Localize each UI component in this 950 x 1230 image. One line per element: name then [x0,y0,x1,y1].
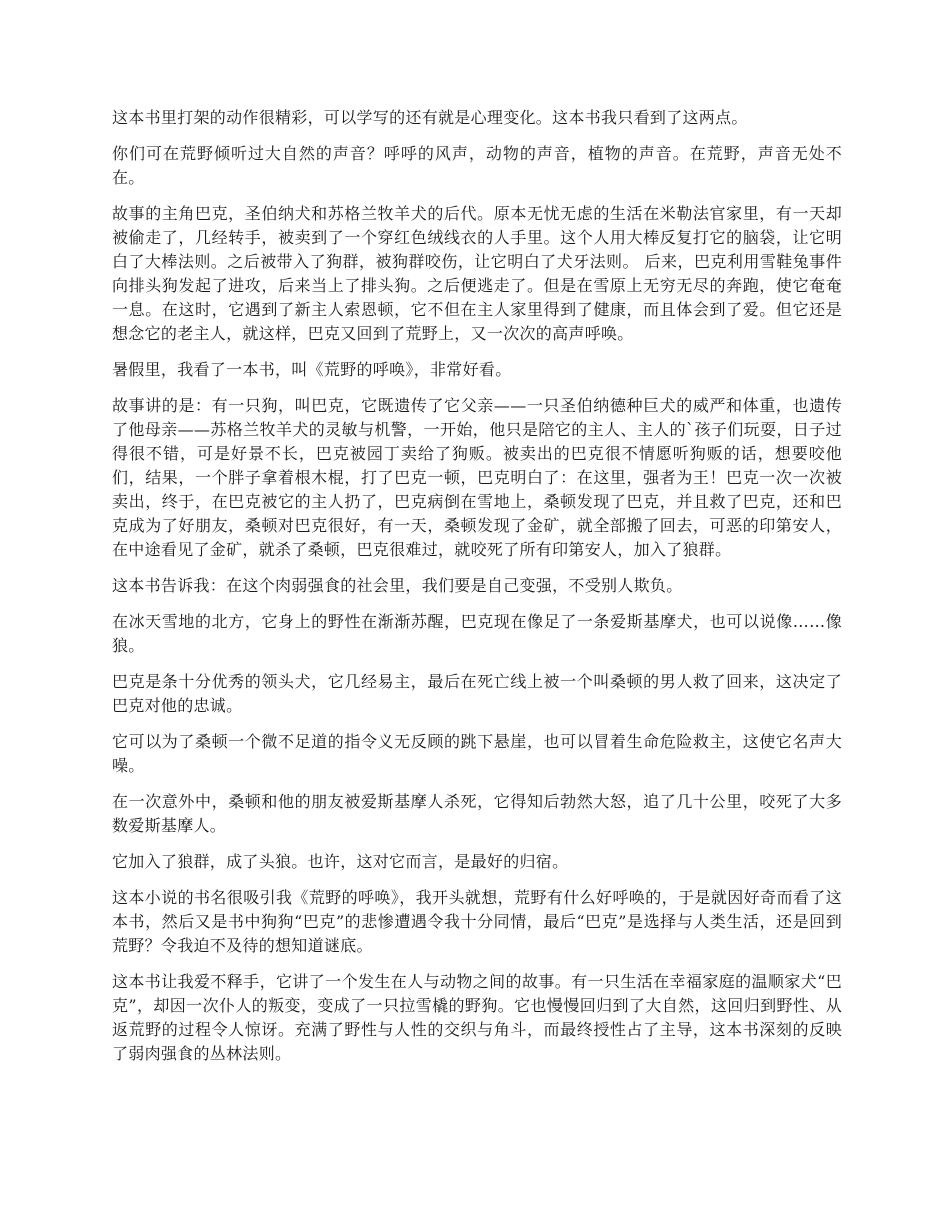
paragraph-4: 暑假里，我看了一本书，叫《荒野的呼唤》，非常好看。 [112,360,512,379]
paragraph-8: 巴克是条十分优秀的领头犬，它几经易主，最后在死亡线上被一个叫桑顿的男人救了回来，这决定了巴克对他的忠诚。 [112,672,842,715]
paragraph-10: 在一次意外中，桑顿和他的朋友被爱斯基摩人杀死，它得知后勃然大怒，追了几十公里，咬死了大多数爱斯基摩人。 [112,792,842,835]
paragraph-11: 它加入了狼群，成了头狼。也许，这对它而言，是最好的归宿。 [112,852,569,871]
paragraph-2: 你们可在荒野倾听过大自然的声音？呼呼的风声，动物的声音，植物的声音。在荒野，声音无处不在。 [112,144,842,187]
paragraph-9: 它可以为了桑顿一个微不足道的指令义无反顾的跳下悬崖，也可以冒着生命危险救主，这使它名声大噪。 [112,732,842,775]
paragraph-1: 这本书里打架的动作很精彩，可以学写的还有就是心理变化。这本书我只看到了这两点。 [112,108,748,127]
paragraph-7: 在冰天雪地的北方，它身上的野性在渐渐苏醒，巴克现在像足了一条爱斯基摩犬，也可以说像……像狼。 [112,612,842,655]
paragraph-3: 故事的主角巴克，圣伯纳犬和苏格兰牧羊犬的后代。原本无忧无虑的生活在米勒法官家里，有一天却被偷走了，几经转手，被卖到了一个穿红色绒线衣的人手里。这个人用大棒反复打它的脑袋，让它明白了大棒法则。之后被带入了狗群，被狗群咬伤，让它明白了犬牙法则。 后来，巴克利用雪鞋兔事件向排头狗发起了进攻，后来当上了排头狗。之后便逃走了。但是在雪原上无穷无尽的奔跑，使它奄奄一息。在这时，它遇到了新主人索恩顿，它不但在主人家里得到了健康，而且体会到了爱。但它还是想念它的老主人，就这样，巴克又回到了荒野上，又一次次的高声呼唤。 [112,204,842,343]
document-body [112,106,842,1078]
paragraph-5: 故事讲的是：有一只狗，叫巴克，它既遗传了它父亲——一只圣伯纳德种巨犬的威严和体重，也遗传了他母亲——苏格兰牧羊犬的灵敏与机警，一开始，他只是陪它的主人、主人的`孩子们玩耍，日子过得很不错，可是好景不长，巴克被园丁卖给了狗贩。被卖出的巴克很不情愿听狗贩的话，想要咬他们，结果，一个胖子拿着根木棍，打了巴克一顿，巴克明白了：在这里，强者为王！巴克一次一次被卖出，终于，在巴克被它的主人扔了，巴克病倒在雪地上，桑顿发现了巴克，并且救了巴克，还和巴克成为了好朋友，桑顿对巴克很好，有一天，桑顿发现了金矿，就全部搬了回去，可恶的印第安人，在中途看见了金矿，就杀了桑顿，巴克很难过，就咬死了所有印第安人，加入了狼群。 [112,396,842,559]
paragraph-12: 这本小说的书名很吸引我《荒野的呼唤》，我开头就想，荒野有什么好呼唤的，于是就因好奇而看了这本书，然后又是书中狗狗“巴克”的悲惨遭遇令我十分同情，最后“巴克”是选择与人类生活，还是回到荒野？令我迫不及待的想知道谜底。 [112,888,842,955]
paragraph-13: 这本书让我爱不释手，它讲了一个发生在人与动物之间的故事。有一只生活在幸福家庭的温顺家犬“巴克”，却因一次仆人的叛变，变成了一只拉雪橇的野狗。它也慢慢回归到了大自然，这回归到野性、从返荒野的过程令人惊讶。充满了野性与人性的交织与角斗，而最终授性占了主导，这本书深刻的反映了弱肉强食的丛林法则。 [112,972,842,1063]
paragraph-6: 这本书告诉我：在这个肉弱强食的社会里，我们要是自己变强，不受别人欺负。 [112,576,683,595]
